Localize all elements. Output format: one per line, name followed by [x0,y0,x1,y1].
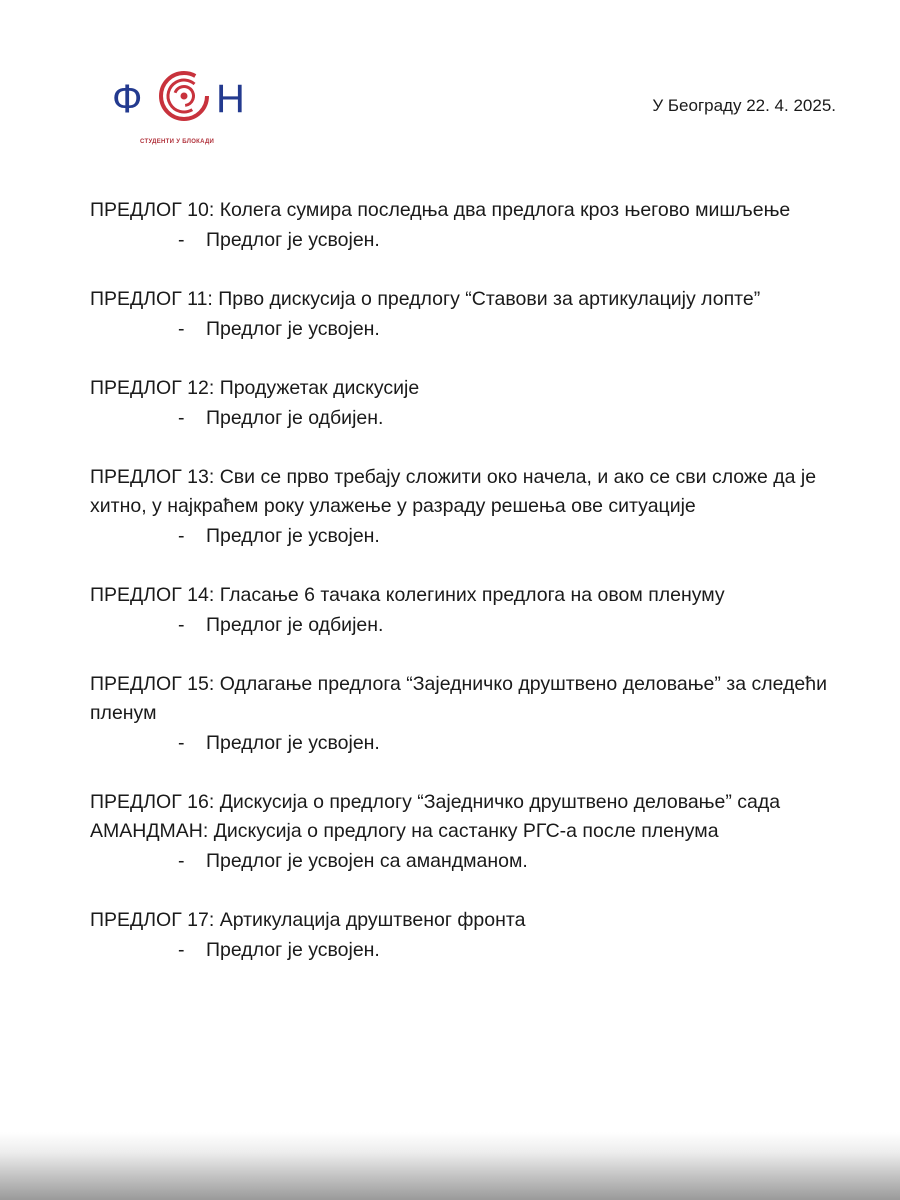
proposal-text: ПРЕДЛОГ 10: Колега сумира последња два предлога кроз његово мишљење [90,199,791,221]
outcome-text: Предлог је усвојен. [206,229,380,251]
proposal-item [90,374,830,433]
proposal-outcome [90,225,830,255]
proposal-outcome [90,610,830,640]
bullet-dash: - [178,850,185,872]
bullet-dash: - [178,318,185,340]
bullet-dash: - [178,939,185,961]
proposal-outcome [90,846,830,876]
proposal-outcome [90,314,830,344]
target-icon [161,73,207,119]
logo-tagline: СТУДЕНТИ У БЛОКАДИ [140,139,215,145]
document-date: У Београду 22. 4. 2025. [652,96,836,115]
bullet-dash: - [178,732,185,754]
bullet-dash: - [178,525,185,547]
proposal-item [90,906,830,965]
proposal-item [90,581,830,640]
outcome-text: Предлог је усвојен. [206,318,380,340]
proposal-outcome [90,728,830,758]
outcome-text: Предлог је усвојен. [206,732,380,754]
proposal-text: ПРЕДЛОГ 15: Одлагање предлога “Заједничко друштвено деловање” за следећи пленум [90,673,828,724]
outcome-text: Предлог је одбијен. [206,407,384,429]
logo-letter-en: Н [216,77,245,121]
proposal-text: ПРЕДЛОГ 11: Прво дискусија о предлогу “Ставови за артикулацију лопте” [90,288,761,310]
outcome-text: Предлог је одбијен. [206,614,384,636]
bullet-dash: - [178,614,185,636]
proposal-text: ПРЕДЛОГ 16: Дискусија о предлогу “Заједничко друштвено деловање” сада [90,791,781,813]
proposal-item [90,196,830,255]
proposal-outcome [90,521,830,551]
bullet-dash: - [178,407,185,429]
proposal-text: ПРЕДЛОГ 14: Гласање 6 тачака колегиних предлога на овом пленуму [90,584,725,606]
bottom-shadow [0,1132,900,1200]
logo-letter-ef: Ф [112,77,143,121]
outcome-text: Предлог је усвојен. [206,525,380,547]
bullet-dash: - [178,229,185,251]
proposal-outcome [90,403,830,433]
outcome-text: Предлог је усвојен. [206,939,380,961]
proposal-item [90,788,830,876]
outcome-text: Предлог је усвојен са амандманом. [206,850,528,872]
proposal-text: ПРЕДЛОГ 13: Сви се прво требају сложити око начела, и ако се сви сложе да је хитно, у најкраћем року улажење у разраду решења ове ситуације [90,466,817,517]
proposal-text: ПРЕДЛОГ 17: Артикулација друштвеног фронта [90,909,526,931]
proposal-list [90,196,830,995]
proposal-text: ПРЕДЛОГ 12: Продужетак дискусије [90,377,420,399]
proposal-item [90,463,830,551]
proposal-outcome [90,935,830,965]
proposal-item [90,670,830,758]
proposal-item [90,285,830,344]
fon-logo-graphic [112,66,252,136]
proposal-amendment: АМАНДМАН: Дискусија о предлогу на састанку РГС-а после пленума [90,820,719,842]
